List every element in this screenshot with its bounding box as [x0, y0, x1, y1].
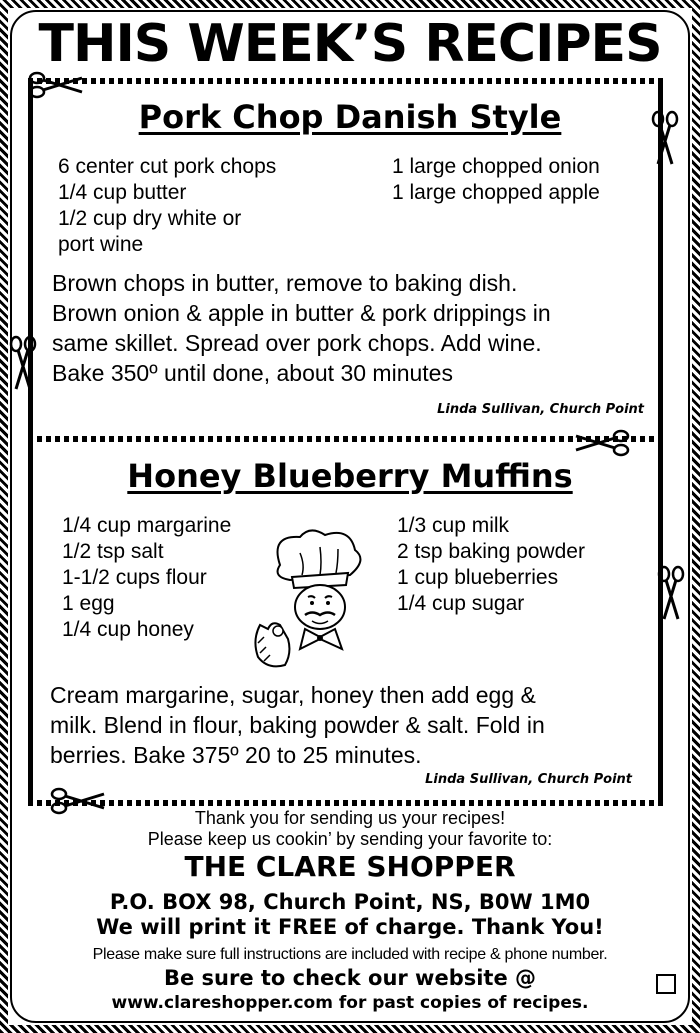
- scissors-icon: [574, 428, 630, 458]
- scissors-icon: [28, 70, 84, 100]
- publisher-name: THE CLARE SHOPPER: [184, 850, 516, 883]
- footer-keep-cooking: Please keep us cookin’ by sending your favorite to:: [147, 829, 553, 849]
- ingredient: 1 large chopped apple: [392, 181, 600, 204]
- instruction-line: Bake 350º until done, about 30 minutes: [52, 360, 453, 386]
- free-print-note: We will print it FREE of charge. Thank You!: [96, 915, 604, 939]
- recipe-2-ingredients-left: [62, 513, 231, 643]
- instructions-note: Please make sure full instructions are included with recipe & phone number.: [92, 946, 608, 963]
- chef-icon: [250, 525, 380, 675]
- recipe-2-instructions: [50, 680, 690, 770]
- ingredient: 2 tsp baking powder: [397, 540, 585, 563]
- scissors-icon: [650, 110, 680, 166]
- ingredient: 1/4 cup margarine: [62, 514, 232, 537]
- instruction-line: Brown chops in butter, remove to baking dish.: [52, 270, 518, 296]
- publisher-address: P.O. BOX 98, Church Point, NS, B0W 1M0: [109, 890, 591, 914]
- ingredient: 1/3 cup milk: [397, 514, 510, 537]
- recipe-1-instructions: [52, 268, 690, 388]
- recipe-1-credit: Linda Sullivan, Church Point: [437, 402, 644, 417]
- corner-checkbox: [656, 974, 676, 994]
- recipe-title-1: Pork Chop Danish Style: [138, 98, 562, 136]
- recipe-title-2: Honey Blueberry Muffins: [127, 457, 573, 495]
- page-title: THIS WEEK’S RECIPES: [38, 14, 662, 74]
- recipe-1-ingredients-left: [58, 154, 276, 258]
- ingredient: 1/4 cup butter: [58, 181, 187, 204]
- website-url[interactable]: www.clareshopper.com for past copies of recipes.: [111, 993, 589, 1013]
- ingredient: 6 center cut pork chops: [58, 155, 277, 178]
- ingredient: 1 cup blueberries: [397, 566, 559, 589]
- ingredient: 1 egg: [62, 592, 115, 615]
- instruction-line: Brown onion & apple in butter & pork drippings in: [52, 300, 551, 326]
- recipe-1-ingredients-right: [392, 154, 600, 206]
- scissors-icon: [8, 335, 38, 391]
- ingredient: port wine: [58, 233, 144, 256]
- recipe-2-ingredients-right: [397, 513, 585, 617]
- ingredient: 1/4 cup sugar: [397, 592, 525, 615]
- instruction-line: same skillet. Spread over pork chops. Add wine.: [52, 330, 542, 356]
- ingredient: 1-1/2 cups flour: [62, 566, 207, 589]
- scissors-icon: [656, 565, 686, 621]
- ingredient: 1 large chopped onion: [392, 155, 600, 178]
- ingredient: 1/2 cup dry white or: [58, 207, 242, 230]
- ingredient: 1/2 tsp salt: [62, 540, 164, 563]
- website-prompt: Be sure to check our website @: [163, 966, 537, 990]
- instruction-line: Cream margarine, sugar, honey then add egg &: [50, 682, 536, 708]
- instruction-line: berries. Bake 375º 20 to 25 minutes.: [50, 742, 422, 768]
- ingredient: 1/4 cup honey: [62, 618, 194, 641]
- recipe-2-credit: Linda Sullivan, Church Point: [425, 772, 632, 787]
- instruction-line: milk. Blend in flour, baking powder & salt. Fold in: [50, 712, 545, 738]
- footer-thanks: Thank you for sending us your recipes!: [194, 808, 506, 828]
